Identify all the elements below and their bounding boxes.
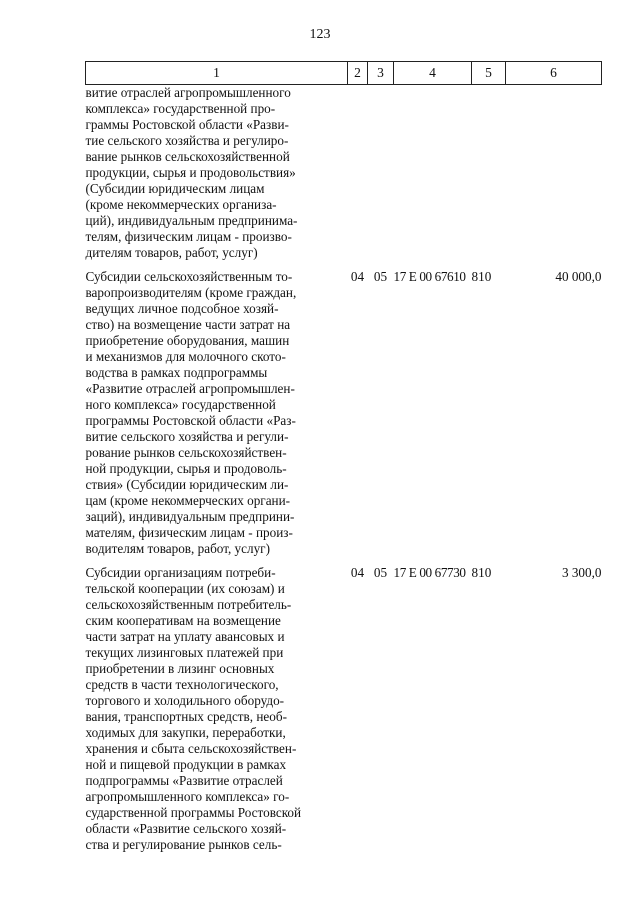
- row-description: витие отраслей агропромышленного комплекса» государственной про- граммы Ростовской области «Разви- тие сельского хозяйства и регулиро- вание рынков сельскохозяйственной продукции, сырья и продовольствия» (Субсидии юридическим лицам (кроме некоммерческих организа- ций), индивидуальным предпринима- телям, физическим лицам - произво- дителям товаров, работ, услуг): [85, 85, 298, 260]
- header-col-6: 6: [506, 62, 602, 85]
- row-amount: 3 300,0: [561, 565, 602, 580]
- budget-table: [85, 61, 602, 861]
- header-col-4: 4: [394, 62, 472, 85]
- row-section: [348, 85, 368, 270]
- row-subsection: 05: [373, 269, 388, 284]
- header-col-3: 3: [368, 62, 394, 85]
- row-expense-type: [472, 85, 506, 270]
- row-target-code: [394, 85, 472, 270]
- row-subsection: [368, 85, 394, 270]
- row-description: Субсидии организациям потреби- тельской кооперации (их союзам) и сельскохозяйственным потребитель- ским кооперативам на возмещение части затрат на уплату авансовых и текущих лизинговых платежей при приобретении в лизинг основных средств в части технологического, торгового и холодильного оборудо- вания, транспортных средств, необ- ходимых для закупки, переработки, хранения и сбыта сельскохозяйствен- ной и пищевой продукции в рамках подпрограммы «Развитие отраслей агропромышленного комплекса» го- сударственной программы Ростовской области «Развитие сельского хозяй- ства и регулирование рынков сель-: [85, 565, 302, 852]
- row-expense-type: 810: [471, 269, 492, 284]
- table-row: [86, 565, 602, 861]
- header-row: [86, 62, 602, 85]
- table-row: [86, 85, 602, 270]
- row-amount: [506, 85, 602, 270]
- row-amount: 40 000,0: [555, 269, 602, 284]
- table-row: [86, 269, 602, 565]
- row-section: 04: [350, 565, 365, 580]
- header-col-2: 2: [348, 62, 368, 85]
- row-target-code: 17 Е 00 67730: [393, 565, 466, 580]
- row-description: Субсидии сельскохозяйственным то- варопроизводителям (кроме граждан, ведущих личное подсобное хозяй- ство) на возмещение части затрат на приобретение оборудования, машин и механизмов для молочного ското- водства в рамках подпрограммы «Развитие отраслей агропромышлен- ного комплекса» государственной программы Ростовской области «Раз- витие сельского хозяйства и регули- рование рынков сельскохозяйствен- ной продукции, сырья и продоволь- ствия» (Субсидии юридическим ли- цам (кроме некоммерческих органи- заций), индивидуальным предприни- мателям, физическим лицам - произ- водителям товаров, работ, услуг): [85, 269, 297, 556]
- header-col-5: 5: [472, 62, 506, 85]
- row-target-code: 17 Е 00 67610: [393, 269, 466, 284]
- row-subsection: 05: [373, 565, 388, 580]
- header-col-1: 1: [86, 62, 348, 85]
- row-expense-type: 810: [471, 565, 492, 580]
- page-number: 123: [309, 27, 331, 42]
- row-section: 04: [350, 269, 365, 284]
